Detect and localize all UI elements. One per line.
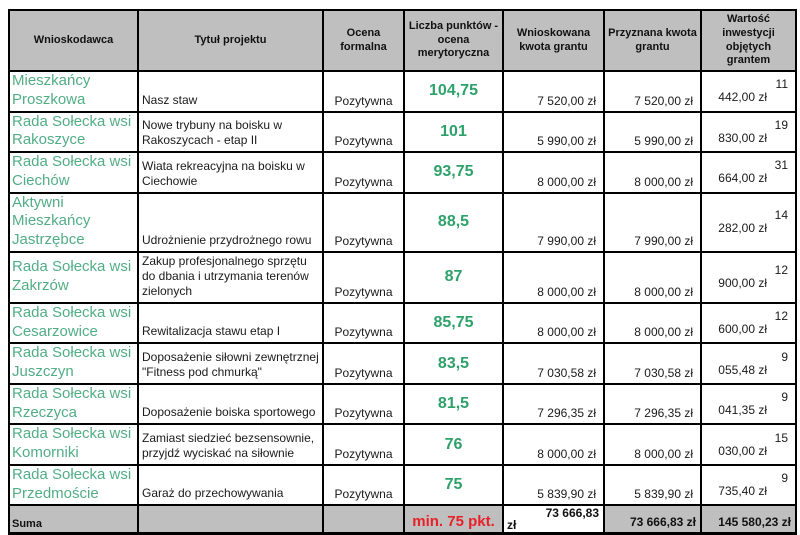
applicant-cell: Aktywni Mieszkańcy Jastrzębce — [9, 193, 138, 252]
points-cell: 88,5 — [404, 193, 503, 252]
project-title-cell: Wiata rekreacyjna na boisku w Ciechowie — [138, 152, 323, 193]
granted-amount-cell: 7 030,58 zł — [604, 343, 701, 384]
formal-assessment-cell: Pozytywna — [323, 252, 404, 303]
grants-table — [8, 9, 797, 535]
investment-value-line1: 9 — [781, 390, 788, 404]
project-title-cell: Udrożnienie przydrożnego rowu — [138, 193, 323, 252]
table-row — [9, 303, 796, 344]
col-header-applicant: Wnioskodawca — [9, 10, 138, 71]
investment-value-cell — [701, 384, 796, 425]
requested-amount-cell: 8 000,00 zł — [503, 303, 604, 344]
requested-total-line1: 73 666,83 — [545, 506, 599, 521]
requested-amount-cell: 8 000,00 zł — [503, 252, 604, 303]
investment-value-line1: 15 — [774, 430, 788, 445]
granted-amount-cell: 7 520,00 zł — [604, 71, 701, 112]
table-row — [9, 465, 796, 506]
granted-amount-cell: 8 000,00 zł — [604, 252, 701, 303]
project-title-cell: Doposażenie boiska sportowego — [138, 384, 323, 425]
granted-amount-cell: 7 990,00 zł — [604, 193, 701, 252]
investment-value-line2: 830,00 zł — [718, 130, 767, 145]
requested-amount-cell: 7 990,00 zł — [503, 193, 604, 252]
investment-value-line2: 664,00 zł — [718, 171, 767, 186]
investment-value-line1: 14 — [774, 208, 788, 223]
formal-assessment-cell: Pozytywna — [323, 384, 404, 425]
applicant-cell: Rada Sołecka wsi Juszczyn — [9, 343, 138, 384]
col-header-investment-value: Wartość inwestycji objętych grantem — [701, 10, 796, 71]
points-cell: 93,75 — [404, 152, 503, 193]
investment-value-line1: 31 — [774, 158, 788, 173]
investment-value-line2: 442,00 zł — [718, 90, 767, 105]
summary-label: Suma — [9, 505, 138, 534]
project-title-cell: Doposażenie siłowni zewnętrznej "Fitness pod chmurką" — [138, 343, 323, 384]
investment-value-cell — [701, 343, 796, 384]
formal-assessment-cell: Pozytywna — [323, 112, 404, 153]
col-header-points: Liczba punktów - ocena merytoryczna — [404, 10, 503, 71]
requested-amount-cell: 5 990,00 zł — [503, 112, 604, 153]
col-header-granted-amount: Przyznana kwota grantu — [604, 10, 701, 71]
investment-value-line2: 055,48 zł — [718, 362, 767, 377]
points-cell: 83,5 — [404, 343, 503, 384]
table-row — [9, 112, 796, 153]
col-header-formal-assessment: Ocena formalna — [323, 10, 404, 71]
requested-amount-cell: 8 000,00 zł — [503, 152, 604, 193]
requested-total-cell — [503, 505, 604, 534]
minimum-points-note: min. 75 pkt. — [404, 505, 503, 534]
project-title-cell: Zamiast siedzieć bezsensownie, przyjdź wyciskać na siłownie — [138, 424, 323, 465]
header-row — [9, 10, 796, 71]
points-cell: 104,75 — [404, 71, 503, 112]
investment-value-line1: 12 — [774, 309, 788, 323]
formal-assessment-cell: Pozytywna — [323, 71, 404, 112]
applicant-cell: Mieszkańcy Proszkowa — [9, 71, 138, 112]
applicant-cell: Rada Sołecka wsi Przedmoście — [9, 465, 138, 506]
applicant-cell: Rada Sołecka wsi Cesarzowice — [9, 303, 138, 344]
project-title-cell: Zakup profesjonalnego sprzętu do dbania i utrzymania terenów zielonych — [138, 252, 323, 303]
investment-value-cell — [701, 71, 796, 112]
granted-amount-cell: 8 000,00 zł — [604, 424, 701, 465]
investment-value-total-cell: 145 580,23 zł — [701, 505, 796, 534]
investment-value-line1: 9 — [781, 471, 788, 485]
points-cell: 81,5 — [404, 384, 503, 425]
table-row — [9, 152, 796, 193]
applicant-cell: Rada Sołecka wsi Komorniki — [9, 424, 138, 465]
investment-value-line2: 900,00 zł — [718, 276, 767, 291]
table-row — [9, 384, 796, 425]
requested-amount-cell: 7 030,58 zł — [503, 343, 604, 384]
formal-assessment-cell: Pozytywna — [323, 152, 404, 193]
applicant-cell: Rada Sołecka wsi Rakoszyce — [9, 112, 138, 153]
investment-value-line1: 19 — [774, 117, 788, 132]
summary-row — [9, 505, 796, 534]
investment-value-line1: 11 — [775, 77, 788, 92]
investment-value-line2: 735,40 zł — [718, 484, 767, 498]
table-row — [9, 193, 796, 252]
summary-empty-formal-cell — [323, 505, 404, 534]
table-row — [9, 424, 796, 465]
points-cell: 76 — [404, 424, 503, 465]
formal-assessment-cell: Pozytywna — [323, 424, 404, 465]
table-row — [9, 252, 796, 303]
requested-amount-cell: 7 296,35 zł — [503, 384, 604, 425]
project-title-cell: Garaż do przechowywania — [138, 465, 323, 506]
points-cell: 87 — [404, 252, 503, 303]
formal-assessment-cell: Pozytywna — [323, 343, 404, 384]
requested-amount-cell: 7 520,00 zł — [503, 71, 604, 112]
formal-assessment-cell: Pozytywna — [323, 193, 404, 252]
requested-total-line2: zł — [507, 518, 517, 533]
project-title-cell: Rewitalizacja stawu etap I — [138, 303, 323, 344]
investment-value-line2: 030,00 zł — [718, 443, 767, 458]
formal-assessment-cell: Pozytywna — [323, 465, 404, 506]
formal-assessment-cell: Pozytywna — [323, 303, 404, 344]
investment-value-cell — [701, 152, 796, 193]
investment-value-cell — [701, 465, 796, 506]
granted-amount-cell: 5 839,90 zł — [604, 465, 701, 506]
points-cell: 75 — [404, 465, 503, 506]
col-header-project-title: Tytuł projektu — [138, 10, 323, 71]
applicant-cell: Rada Sołecka wsi Ciechów — [9, 152, 138, 193]
project-title-cell: Nasz staw — [138, 71, 323, 112]
project-title-cell: Nowe trybuny na boisku w Rakoszycach - etap II — [138, 112, 323, 153]
applicant-cell: Rada Sołecka wsi Rzeczyca — [9, 384, 138, 425]
investment-value-line1: 9 — [781, 349, 788, 364]
investment-value-cell — [701, 193, 796, 252]
investment-value-line1: 12 — [774, 263, 788, 278]
granted-amount-cell: 8 000,00 zł — [604, 303, 701, 344]
investment-value-line2: 041,35 zł — [718, 403, 767, 417]
applicant-cell: Rada Sołecka wsi Zakrzów — [9, 252, 138, 303]
investment-value-cell — [701, 303, 796, 344]
granted-amount-cell: 5 990,00 zł — [604, 112, 701, 153]
investment-value-line2: 282,00 zł — [718, 221, 767, 236]
granted-total-cell: 73 666,83 zł — [604, 505, 701, 534]
requested-amount-cell: 8 000,00 zł — [503, 424, 604, 465]
table-row — [9, 71, 796, 112]
investment-value-line2: 600,00 zł — [718, 322, 767, 336]
table-row — [9, 343, 796, 384]
col-header-requested-amount: Wnioskowana kwota grantu — [503, 10, 604, 71]
requested-amount-cell: 5 839,90 zł — [503, 465, 604, 506]
summary-empty-title-cell — [138, 505, 323, 534]
points-cell: 101 — [404, 112, 503, 153]
points-cell: 85,75 — [404, 303, 503, 344]
granted-amount-cell: 8 000,00 zł — [604, 152, 701, 193]
investment-value-cell — [701, 252, 796, 303]
investment-value-cell — [701, 112, 796, 153]
investment-value-cell — [701, 424, 796, 465]
granted-amount-cell: 7 296,35 zł — [604, 384, 701, 425]
